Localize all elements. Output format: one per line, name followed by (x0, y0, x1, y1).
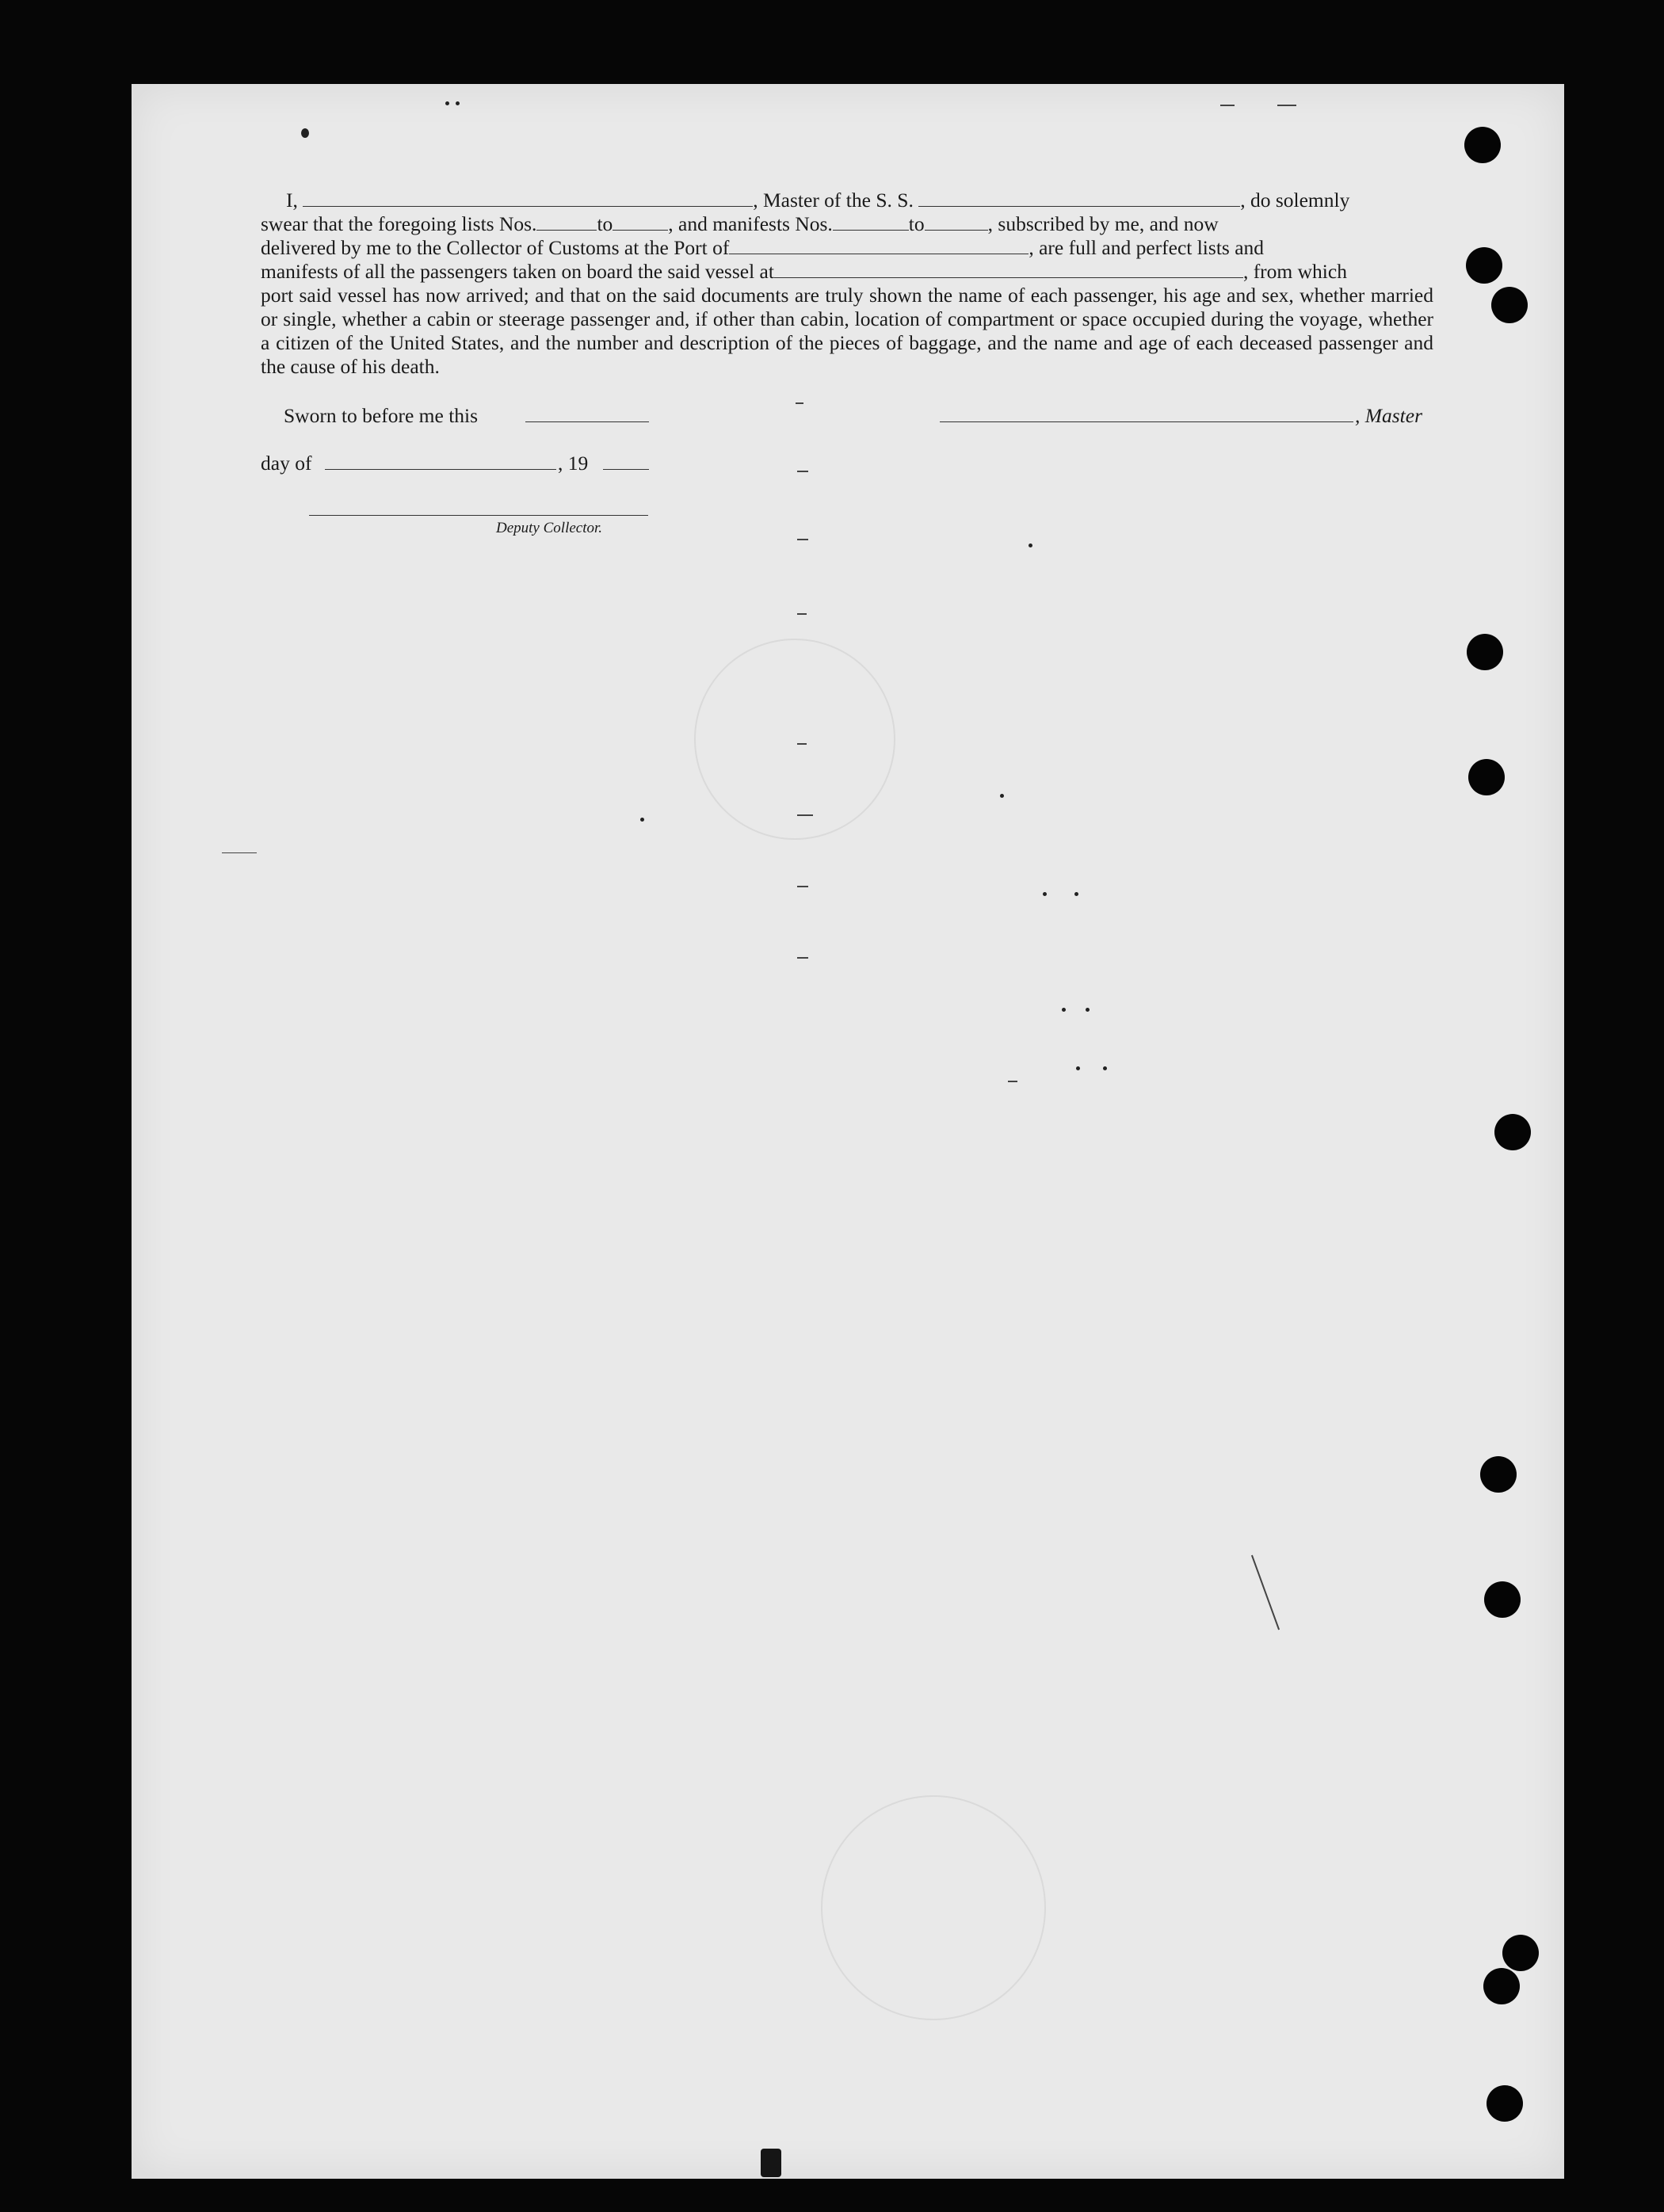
oath-to-1: to (597, 212, 613, 235)
ink-speck (1103, 1066, 1107, 1070)
binder-hole (1466, 247, 1502, 284)
sworn-label: Sworn to before me this (284, 404, 479, 427)
document-page (132, 84, 1564, 2179)
lists-to-field[interactable] (613, 212, 668, 231)
faint-stamp-impression (694, 639, 895, 840)
ink-speck (1074, 892, 1078, 896)
ink-speck (1029, 543, 1032, 547)
master-label: , Master (1355, 404, 1422, 427)
oath-paragraph (261, 189, 1433, 379)
deputy-collector-label: Deputy Collector. (496, 520, 603, 536)
departure-port-field[interactable] (774, 260, 1243, 278)
faint-dash (797, 613, 807, 615)
deputy-collector-signature-line[interactable] (309, 515, 648, 516)
oath-master-label: , Master of the S. S. (753, 189, 914, 212)
oath-solemnly: , do solemnly (1240, 189, 1350, 212)
ink-speck (1000, 794, 1004, 798)
year-prefix: , 19 (558, 452, 589, 475)
day-month-field[interactable] (325, 469, 556, 470)
oath-from-which: , from which (1242, 260, 1347, 283)
ink-speck (1086, 1008, 1090, 1012)
manifests-from-field[interactable] (833, 212, 909, 231)
day-of-label: day of (261, 452, 312, 475)
lists-from-field[interactable] (536, 212, 597, 231)
faint-dash (222, 852, 257, 853)
ink-speck (445, 101, 449, 105)
edge-mark (1277, 105, 1296, 106)
faint-dash (797, 814, 813, 816)
sworn-date-field[interactable] (525, 421, 649, 422)
faint-dash (797, 743, 807, 745)
faint-stamp-impression (821, 1795, 1046, 2020)
ink-speck (1043, 892, 1047, 896)
faint-dash (797, 539, 808, 540)
ink-speck (1076, 1066, 1080, 1070)
year-field[interactable] (603, 469, 649, 470)
binder-hole (1491, 287, 1528, 323)
master-signature-line[interactable] (940, 421, 1353, 422)
edge-mark (1220, 105, 1235, 106)
binder-hole (1480, 1456, 1517, 1493)
oath-lists-text: swear that the foregoing lists Nos. (261, 212, 537, 235)
faint-dash (1008, 1081, 1017, 1082)
binder-hole (1494, 1114, 1531, 1150)
ink-blot (761, 2149, 781, 2177)
ink-speck (1062, 1008, 1066, 1012)
ink-speck (456, 101, 460, 105)
binder-hole (1464, 127, 1501, 163)
oath-full-perfect: , are full and perfect lists and (1029, 236, 1265, 259)
binder-hole (1487, 2085, 1523, 2122)
ink-speck (301, 128, 309, 138)
oath-to-2: to (908, 212, 925, 235)
faint-dash (797, 957, 808, 959)
faint-dash (797, 471, 808, 472)
binder-hole (1468, 759, 1505, 795)
binder-hole (1483, 1968, 1520, 2004)
binder-hole (1484, 1581, 1521, 1618)
port-field[interactable] (729, 236, 1029, 254)
oath-body-text: port said vessel has now arrived; and that on the said documents are truly shown the name of each passenger, his age and sex, whether married or single, whether a cabin or steerage passenger and, if other than cabin, location of compartment or space occupied during the voyage, whether a citizen of the United States, and the number and description of the pieces of baggage, and the name and age of each deceased passenger and the cause of his death. (261, 284, 1433, 378)
manifests-to-field[interactable] (925, 212, 988, 231)
oath-manifests-all: manifests of all the passengers taken on board the said vessel at (261, 260, 774, 283)
oath-delivered-text: delivered by me to the Collector of Customs at the Port of (261, 236, 730, 259)
ink-speck (640, 818, 644, 822)
binder-hole (1502, 1935, 1539, 1971)
faint-dash (797, 886, 808, 887)
binder-hole (1467, 634, 1503, 670)
oath-subscribed: , subscribed by me, and now (987, 212, 1219, 235)
master-name-field[interactable] (303, 189, 753, 207)
faint-dash (796, 402, 803, 404)
oath-manifests-text: , and manifests Nos. (668, 212, 833, 235)
ship-name-field[interactable] (918, 189, 1240, 207)
oath-opening: I, (286, 189, 298, 212)
